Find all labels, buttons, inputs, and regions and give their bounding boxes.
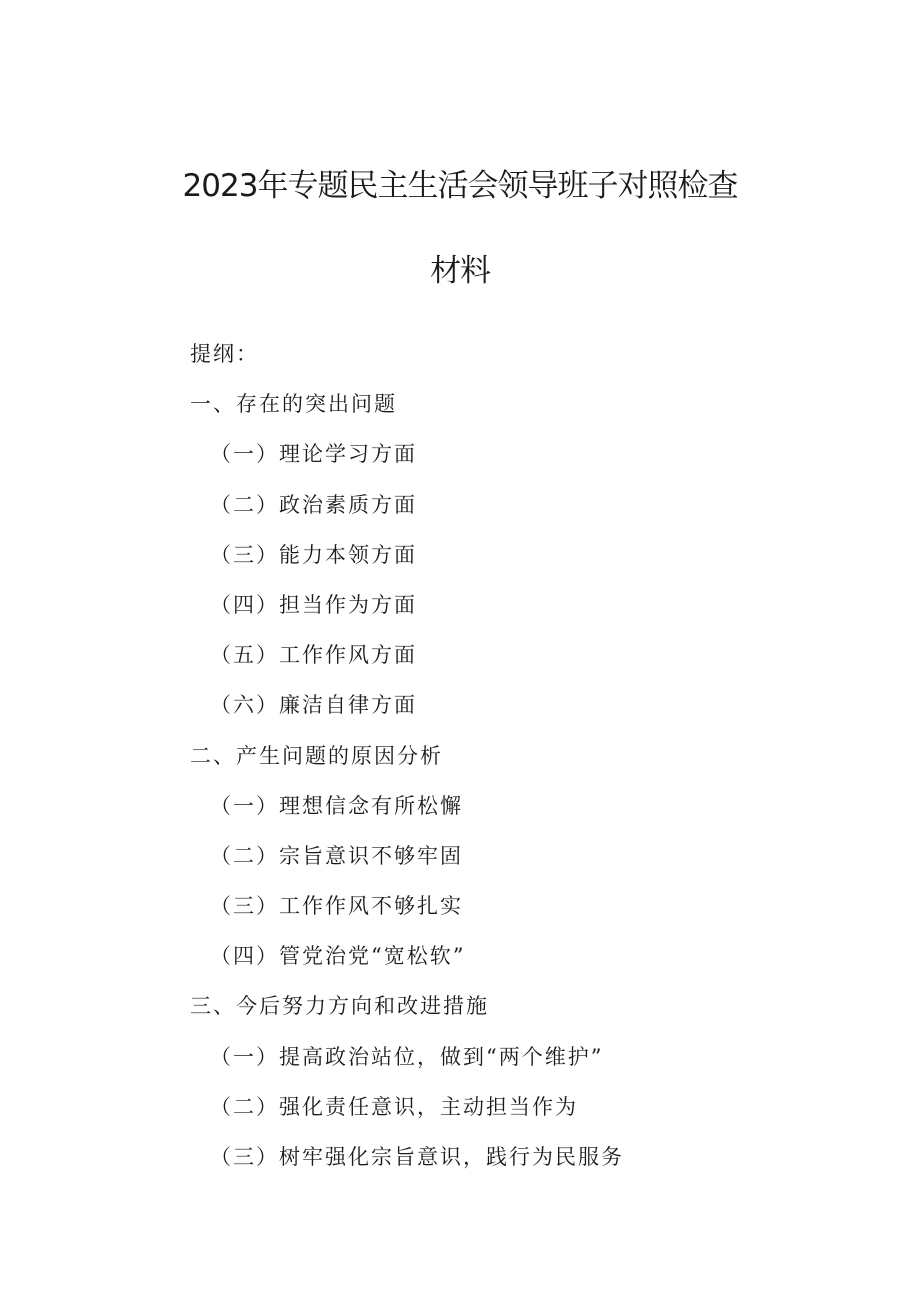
outline-item: （五）工作作风方面 bbox=[210, 643, 417, 668]
outline-item: （二）政治素质方面 bbox=[210, 492, 417, 517]
section-heading: 一、存在的突出问题 bbox=[190, 392, 397, 417]
document-title-line-1: 2023年专题民主生活会领导班子对照检查 bbox=[182, 168, 738, 204]
outline-item: （三）树牢强化宗旨意识，践行为民服务 bbox=[210, 1145, 624, 1169]
outline-item: （一）理论学习方面 bbox=[210, 442, 417, 467]
outline-item: （一）提高政治站位，做到“两个维护” bbox=[210, 1044, 604, 1069]
outline-item: （三）工作作风不够扎实 bbox=[210, 894, 463, 919]
outline-item: （六）廉洁自律方面 bbox=[210, 693, 417, 718]
document-title-line-2: 材料 bbox=[430, 253, 490, 289]
outline-item: （三）能力本领方面 bbox=[210, 542, 417, 567]
outline-item: （二）宗旨意识不够牢固 bbox=[210, 843, 463, 868]
outline-item: （一）理想信念有所松懈 bbox=[210, 793, 463, 818]
outline-item: （四）管党治党“宽松软” bbox=[210, 944, 466, 969]
section-heading: 二、产生问题的原因分析 bbox=[190, 743, 443, 768]
section-heading: 三、今后努力方向和改进措施 bbox=[190, 994, 489, 1019]
outline-item: （四）担当作为方面 bbox=[210, 592, 417, 617]
outline-item: （二）强化责任意识，主动担当作为 bbox=[210, 1094, 578, 1119]
outline-label: 提纲： bbox=[190, 342, 259, 366]
outline bbox=[0, 336, 920, 1189]
